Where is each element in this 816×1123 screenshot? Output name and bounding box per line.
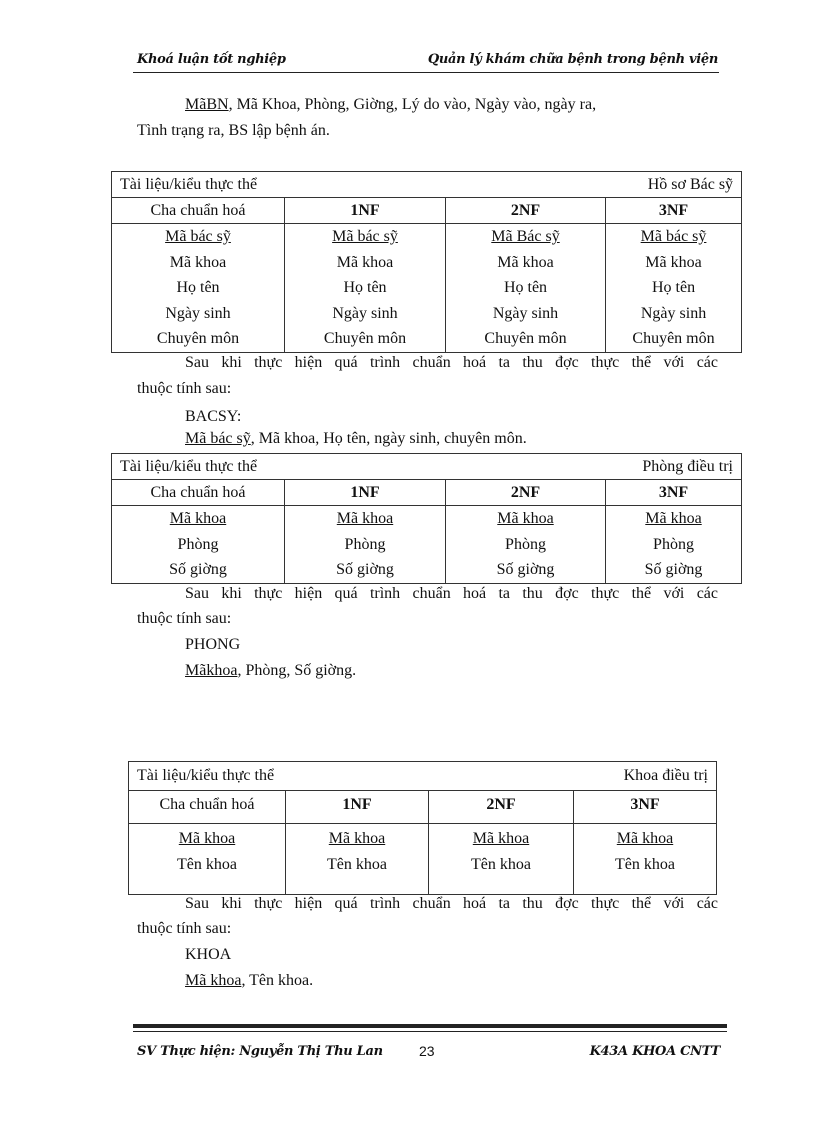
header-cell: 1NF <box>286 791 429 824</box>
header-left: Khoá luận tốt nghiệp <box>137 52 286 67</box>
attr-key: Mã khoa <box>497 510 554 527</box>
header-cell: Cha chuẩn hoá <box>129 791 286 824</box>
attr: Tên khoa <box>471 855 531 873</box>
attr-key: Mã bác sỹ <box>165 228 231 245</box>
table-col-1nf <box>285 224 446 353</box>
attr: Tên khoa <box>177 855 237 873</box>
result-sentence-cont: thuộc tính sau: <box>137 380 232 397</box>
entity-attrs <box>185 426 527 452</box>
attr: Họ tên <box>176 279 220 296</box>
header-cell: 2NF <box>446 480 606 506</box>
entity-name: PHONG <box>185 636 241 653</box>
intro-rest: , Mã Khoa, Phòng, Giờng, Lý do vào, Ngày vào, ngày ra, <box>228 96 597 113</box>
table-title-row <box>129 762 717 791</box>
header-cell: Cha chuẩn hoá <box>112 480 285 506</box>
page-number: 23 <box>419 1043 435 1059</box>
attr: Phòng <box>505 535 546 553</box>
attr: Phòng <box>653 535 694 553</box>
attr-key: Mã khoa <box>336 510 394 527</box>
entity-name: KHOA <box>185 946 232 963</box>
entity-name: BACSY: <box>185 408 242 425</box>
attr: Mã khoa <box>497 253 554 271</box>
attr-key: Mã khoa <box>645 510 702 527</box>
footer-class: K43A KHOA CNTT <box>589 1044 720 1059</box>
attr-key: Mã khoa <box>616 830 674 847</box>
table-title-row <box>112 454 742 480</box>
table-col-1nf <box>285 506 446 584</box>
entity-key: Mã khoa <box>185 972 242 989</box>
attr-key: Mã Bác sỹ <box>491 228 560 245</box>
footer-rule-thick <box>133 1024 727 1028</box>
attr: Chuyên môn <box>632 330 715 347</box>
table-col-3nf <box>606 506 742 584</box>
entity-rest: , Mã khoa, Họ tên, ngày sinh, chuyên môn. <box>250 430 527 447</box>
attr: Chuyên môn <box>156 330 240 347</box>
table-col-2nf <box>429 824 574 895</box>
entity-attrs <box>185 658 356 684</box>
attr: Tên khoa <box>327 855 387 873</box>
table-title-right: Khoa điều trị <box>623 767 708 784</box>
intro-line-1 <box>185 92 596 118</box>
attr-key: Mã khoa <box>472 830 530 847</box>
table-title-left: Tài liệu/kiểu thực thể <box>137 767 275 784</box>
header-cell: 1NF <box>285 480 446 506</box>
table-title-right: Hồ sơ Bác sỹ <box>647 176 734 193</box>
result-sentence: Sau khi thực hiện quá trình chuẩn hoá ta thu đợc thực thể với các <box>185 585 718 602</box>
result-sentence: Sau khi thực hiện quá trình chuẩn hoá ta thu đợc thực thể với các <box>185 895 718 912</box>
attr: Mã khoa <box>336 253 394 271</box>
result-sentence-cont: thuộc tính sau: <box>137 920 232 937</box>
header-cell: Cha chuẩn hoá <box>112 198 285 224</box>
intro-line-2: Tình trạng ra, BS lập bệnh án. <box>137 122 330 139</box>
table-khoa <box>128 761 717 895</box>
attr-key: Mã bác sỹ <box>332 228 398 245</box>
table-title-row <box>112 172 742 198</box>
attr: Số giờng <box>169 561 227 578</box>
attr: Mã khoa <box>645 253 702 271</box>
attr: Chuyên môn <box>323 330 407 347</box>
attr: Ngày sinh <box>640 304 707 322</box>
entity-attrs <box>185 968 313 994</box>
attr-key: Mã khoa <box>178 830 236 847</box>
header-cell: 3NF <box>606 198 742 224</box>
attr-key: Mã bác sỹ <box>640 228 707 245</box>
table-col-cha <box>129 824 286 895</box>
intro-key: MãBN <box>185 96 229 113</box>
attr: Họ tên <box>651 279 696 296</box>
table-col-2nf <box>446 506 606 584</box>
attr: Tên khoa <box>615 855 675 873</box>
footer-rule-thin <box>133 1031 727 1032</box>
table-col-1nf <box>286 824 429 895</box>
attr: Ngày sinh <box>165 304 231 322</box>
attr: Họ tên <box>503 279 548 296</box>
table-col-cha <box>112 506 285 584</box>
attr: Ngày sinh <box>332 304 398 322</box>
table-col-2nf <box>446 224 606 353</box>
attr: Mã khoa <box>169 253 227 271</box>
attr: Số giờng <box>496 561 555 578</box>
header-cell: 2NF <box>429 791 574 824</box>
table-phong <box>111 453 742 584</box>
header-cell: 3NF <box>606 480 742 506</box>
attr: Chuyên môn <box>484 330 567 347</box>
entity-rest: , Tên khoa. <box>241 972 314 989</box>
table-title-left: Tài liệu/kiểu thực thể <box>120 176 258 193</box>
table-col-3nf <box>606 224 742 353</box>
entity-rest: , Phòng, Số giờng. <box>237 662 357 679</box>
header-cell: 3NF <box>574 791 717 824</box>
attr: Phòng <box>344 535 386 553</box>
entity-key: Mã bác sỹ <box>185 430 251 447</box>
result-sentence: Sau khi thực hiện quá trình chuẩn hoá ta thu đợc thực thể với các <box>185 354 718 371</box>
attr-key: Mã khoa <box>169 510 227 527</box>
attr: Ngày sinh <box>492 304 559 322</box>
attr: Họ tên <box>343 279 387 296</box>
footer-author: SV Thực hiện: Nguyễn Thị Thu Lan <box>137 1044 383 1059</box>
header-cell: 1NF <box>285 198 446 224</box>
table-title-left: Tài liệu/kiểu thực thể <box>120 458 258 475</box>
attr: Số giờng <box>336 561 394 578</box>
table-col-cha <box>112 224 285 353</box>
result-sentence-cont: thuộc tính sau: <box>137 610 232 627</box>
table-title-right: Phòng điều trị <box>642 458 733 475</box>
attr: Số giờng <box>644 561 703 578</box>
attr-key: Mã khoa <box>328 830 386 847</box>
table-col-3nf <box>574 824 717 895</box>
header-rule <box>133 72 719 73</box>
entity-key: Mãkhoa <box>185 662 238 679</box>
table-bacsy <box>111 171 742 353</box>
attr: Phòng <box>177 535 219 553</box>
header-cell: 2NF <box>446 198 606 224</box>
header-right: Quản lý khám chữa bệnh trong bệnh viện <box>427 52 718 67</box>
